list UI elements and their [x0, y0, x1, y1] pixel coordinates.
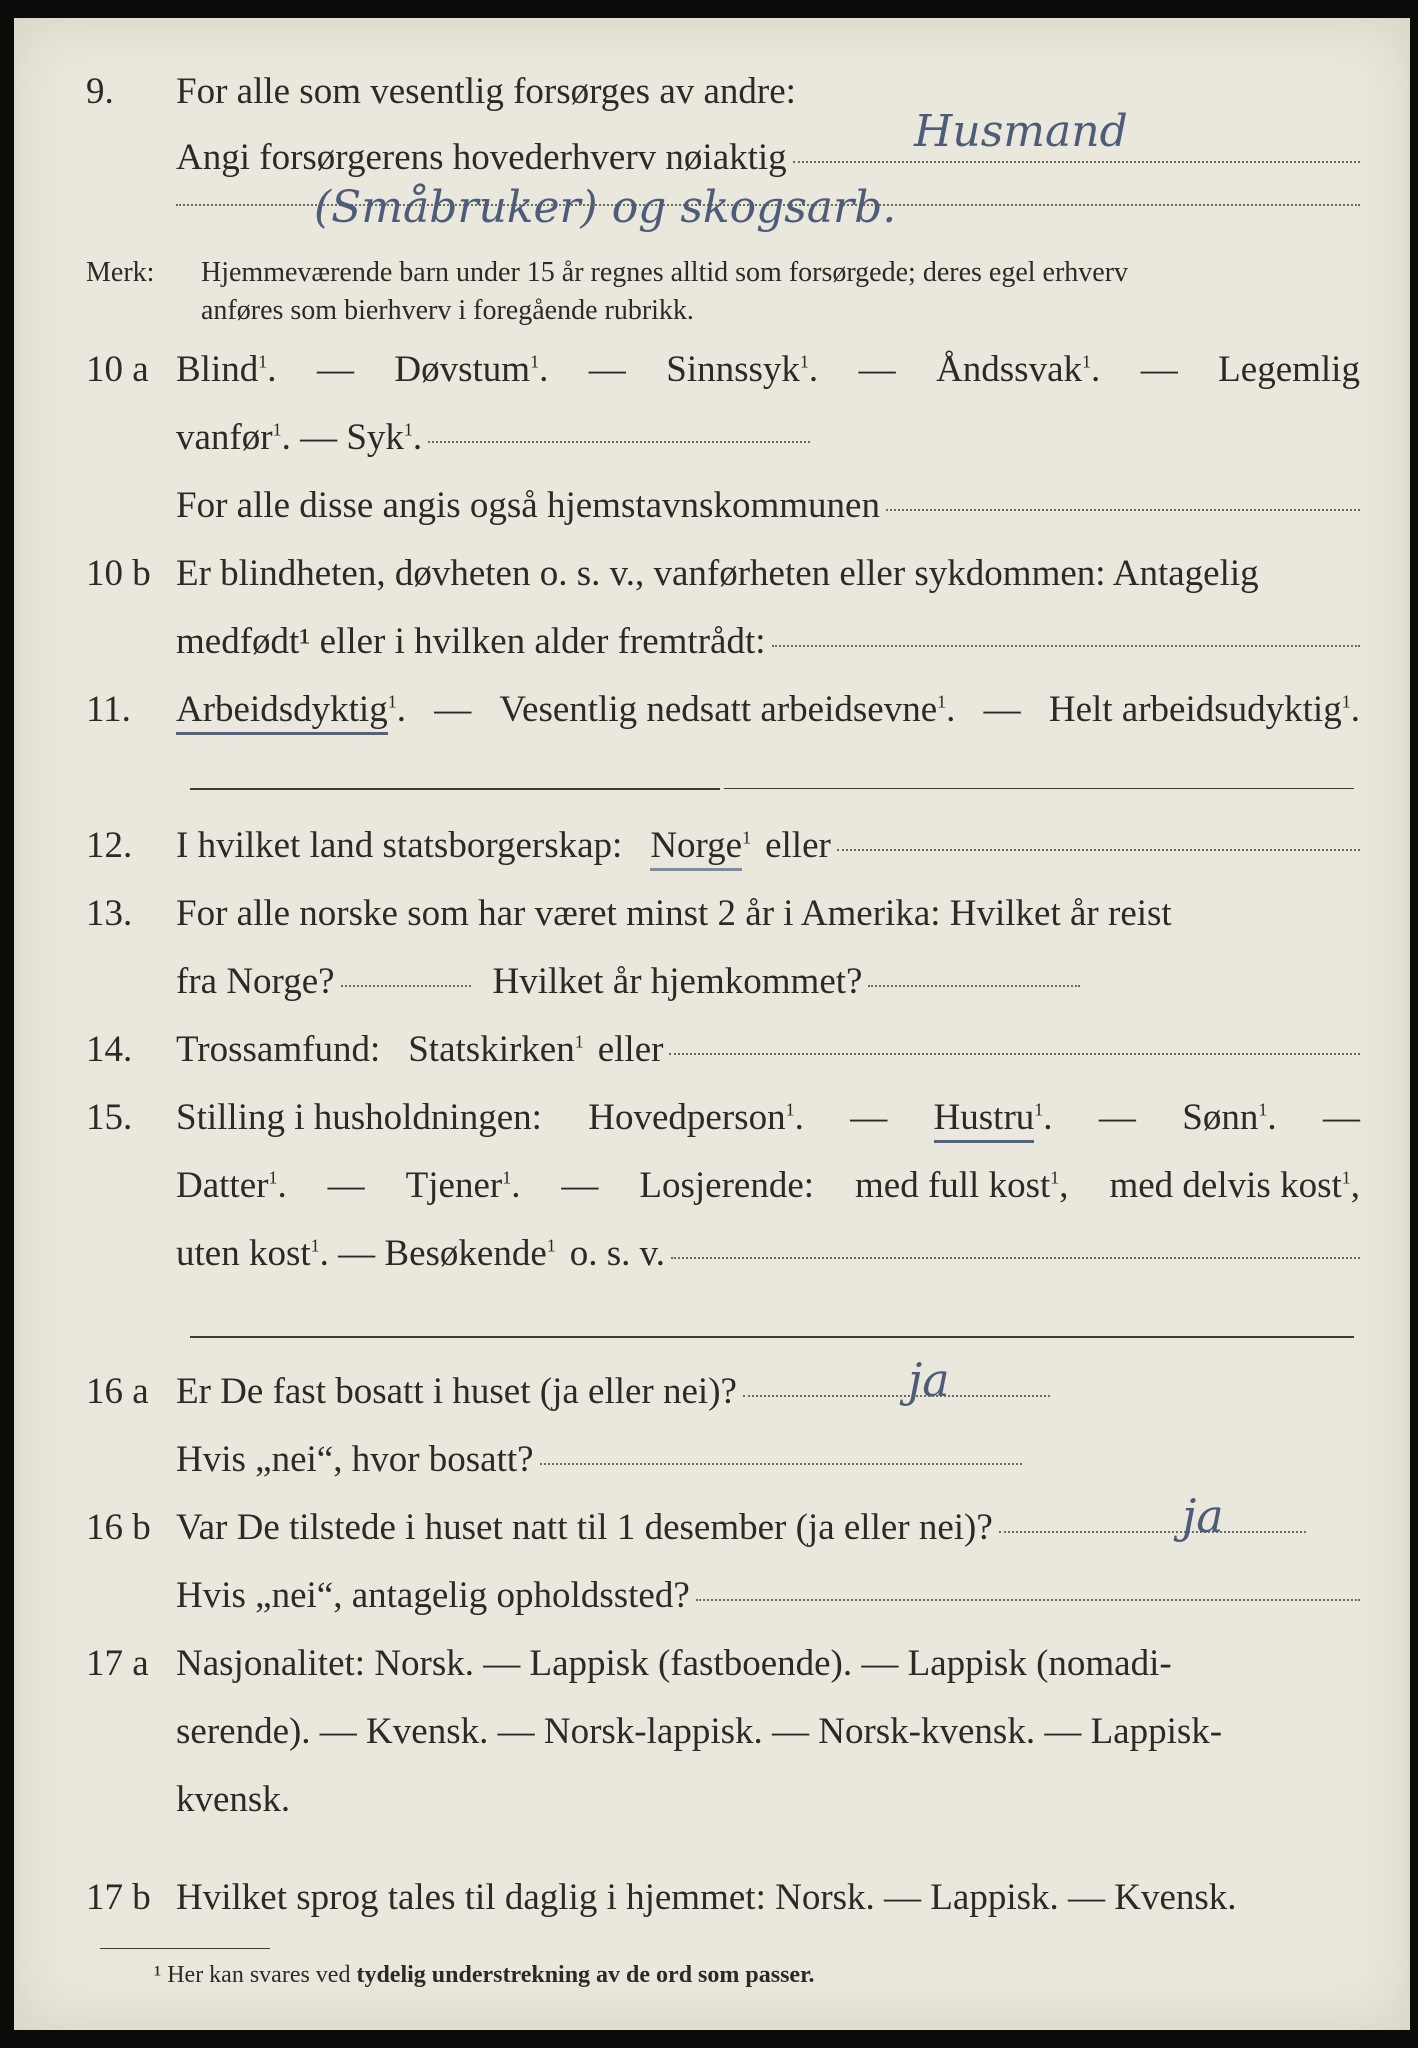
q14-eller: eller — [597, 1029, 664, 1070]
q13-reist: fra Norge? — [176, 961, 335, 1002]
option-tjener: Tjener — [405, 1165, 503, 1206]
q15-text: Stilling i husholdningen: — [176, 1097, 542, 1138]
answer-line — [671, 1257, 1360, 1259]
answer-line — [743, 1395, 1050, 1397]
q9-text: For alle som vesentlig forsørges av andre: — [176, 71, 796, 112]
option-legemlig: Legemlig — [1218, 349, 1360, 390]
q9-number: 9. — [86, 71, 114, 112]
option-statskirken: Statskirken — [408, 1029, 575, 1070]
option-hovedperson: Hovedperson — [588, 1097, 786, 1138]
option-norge: Norge — [650, 825, 742, 871]
footnote-text: Her kan svares ved — [167, 1962, 351, 1988]
q17a-number: 17 a — [86, 1643, 149, 1684]
q14-text: Trossamfund: — [176, 1029, 381, 1070]
option-vanfor: vanfør — [176, 417, 273, 458]
option-losjerende: Losjerende: — [639, 1165, 815, 1206]
q17a-text-2: serende). — Kvensk. — Norsk-lappisk. — Norsk-kvensk. — Lappisk- — [176, 1711, 1223, 1752]
q14-number: 14. — [86, 1029, 133, 1070]
option-arbeidsdyktig: Arbeidsdyktig — [176, 689, 388, 735]
option-delvis-kost: med delvis kost — [1109, 1165, 1342, 1206]
q10a-hjemstavn-text: For alle disse angis også hjemstavnskommunen — [176, 485, 880, 526]
q15-number: 15. — [86, 1097, 133, 1138]
q10a-number: 10 a — [86, 349, 149, 390]
answer-line — [868, 985, 1080, 987]
section-divider — [190, 1336, 1354, 1338]
q11-number: 11. — [86, 689, 131, 730]
footnote-mark: ¹ — [154, 1962, 162, 1988]
note-line-1: Hjemmeværende barn under 15 år regnes alltid som forsørgede; deres egel erhverv — [201, 257, 1129, 288]
q10b-text: Er blindheten, døvheten o. s. v., vanførheten eller sykdommen: Antagelig — [176, 553, 1259, 594]
option-sinnssyk: Sinnssyk — [666, 349, 800, 390]
option-hustru: Hustru — [934, 1097, 1035, 1143]
q16b-handwritten-answer: ja — [1182, 1489, 1224, 1543]
answer-line — [540, 1463, 1022, 1465]
q17a-text: Nasjonalitet: Norsk. — Lappisk (fastboende). — Lappisk (nomadi- — [176, 1643, 1172, 1684]
option-dovstum: Døvstum — [394, 349, 531, 390]
q12-eller: eller — [765, 825, 831, 866]
q9-instruction: Angi forsørgerens hovederhverv nøiaktig — [176, 137, 787, 178]
q9-handwritten-answer-2: (Småbruker) og skogsarb. — [314, 182, 897, 233]
answer-line — [696, 1599, 1360, 1601]
answer-line — [837, 849, 1360, 851]
answer-line — [428, 441, 810, 443]
option-sonn: Sønn — [1182, 1097, 1259, 1138]
answer-line — [999, 1531, 1306, 1533]
option-full-kost: med full kost — [855, 1165, 1051, 1206]
footnote-text-bold: tydelig understrekning av de ord som passer. — [356, 1962, 815, 1988]
q10b-number: 10 b — [86, 553, 151, 594]
note-line-2: anføres som bierhverv i foregående rubrikk. — [201, 295, 694, 326]
footnote-rule — [100, 1948, 270, 1949]
q13-text: For alle norske som har været minst 2 år i Amerika: Hvilket år reist — [176, 893, 1172, 934]
census-form-page: 9. For alle som vesentlig forsørges av andre: Angi forsørgerens hovederhverv nøiaktig Husmand (Småbruker) og skogsarb. Merk: Hjemmeværende barn under 15 år regnes alltid som forsørgede; deres egel erhverv anføres som bierhverv i foregående rubrikk. 10 a Blind$^1$. — Døvstum$^1$. — Sinnssyk$^1$. — Åndssvak$^1$. — Legemlig vanfør$^1$. — Syk$^1$. For alle disse angis også hjemstavnskommunen 10 b Er blindheten, døvheten o. s. v., vanførheten eller sykdommen: Antagelig medfødt¹ eller i hvilken alder fremtrådt: 11. Arbeidsdyktig$^1$. — Vesentlig nedsatt arbeidsevne$^1$. — Helt arbeidsudyktig$^1$. 12. I hvilket land statsborgerskap: Norge$^1$ eller 13. For alle norske som har været minst 2 år i Amerika: Hvilket år reist fra Norge? Hvilket år hjemkommet? 14. Trossamfund: Statskirken$^1$ eller 15. Stilling i husholdningen: Hovedperson$^1$. — Hustru$^1$. — Sønn$^1$. — Datter$^1$. — Tjener$^1$. — Losjerende: med full kost$^1$, med delvis kost$^1$, uten kost$^1$. — Besøkende$^1$ o. s. v. 16 a Er De fast bosatt i huset (ja eller nei)? ja Hvis „nei“, hvor bosatt? 16 b Var De tilstede i huset natt til 1 desember (ja eller nei)? ja Hvis „nei“, antagelig opholdssted? 17 a Nasjonalitet: Norsk. — Lappisk (fastboende). — Lappisk (nomadi- serende). — Kvensk. — Norsk-lappisk. — Norsk-kvensk. — Lappisk- kvensk. 17 b Hvilket sprog tales til daglig i hjemmet: Norsk. — Lappisk. — Kvensk. ¹ Her kan svares ved tydelig understrekning av de ord som passer. — [14, 18, 1410, 2030]
option-nedsatt: Vesentlig nedsatt arbeidsevne — [499, 689, 938, 730]
q16a-handwritten-answer: ja — [908, 1353, 950, 1407]
option-uten-kost: uten kost — [176, 1233, 311, 1274]
answer-line — [793, 161, 1360, 163]
note-label: Merk: — [86, 257, 155, 288]
q9-handwritten-answer-1: Husmand — [914, 106, 1128, 157]
section-divider — [724, 788, 1354, 789]
answer-line — [886, 509, 1360, 511]
q10b-text-2: medfødt¹ eller i hvilken alder fremtrådt: — [176, 621, 766, 662]
answer-line — [669, 1053, 1360, 1055]
q12-text: I hvilket land statsborgerskap: — [176, 825, 623, 866]
footnote — [154, 1962, 815, 1989]
q16a-number: 16 a — [86, 1371, 149, 1412]
option-udyktig: Helt arbeidsudyktig — [1048, 689, 1342, 730]
q15-osv: o. s. v. — [569, 1233, 665, 1274]
option-besokende: Besøkende — [384, 1233, 547, 1274]
option-blind: Blind — [176, 349, 259, 390]
section-divider — [190, 788, 720, 790]
q16b-text-2: Hvis „nei“, antagelig opholdssted? — [176, 1575, 690, 1616]
q16a-text-2: Hvis „nei“, hvor bosatt? — [176, 1439, 534, 1480]
q12-number: 12. — [86, 825, 133, 866]
q17a-text-3: kvensk. — [176, 1779, 291, 1820]
q16b-text: Var De tilstede i huset natt til 1 desember (ja eller nei)? — [176, 1507, 993, 1548]
option-syk: Syk — [346, 417, 404, 458]
q17b-text: Hvilket sprog tales til daglig i hjemmet: Norsk. — Lappisk. — Kvensk. — [176, 1877, 1237, 1918]
answer-line — [772, 645, 1360, 647]
q13-hjemkommet: Hvilket år hjemkommet? — [492, 961, 863, 1002]
q16a-text: Er De fast bosatt i huset (ja eller nei)? — [176, 1371, 737, 1412]
option-datter: Datter — [176, 1165, 269, 1206]
q17b-number: 17 b — [86, 1877, 151, 1918]
q13-number: 13. — [86, 893, 133, 934]
answer-line — [341, 985, 471, 987]
q16b-number: 16 b — [86, 1507, 151, 1548]
option-andssvak: Åndssvak — [936, 349, 1083, 390]
